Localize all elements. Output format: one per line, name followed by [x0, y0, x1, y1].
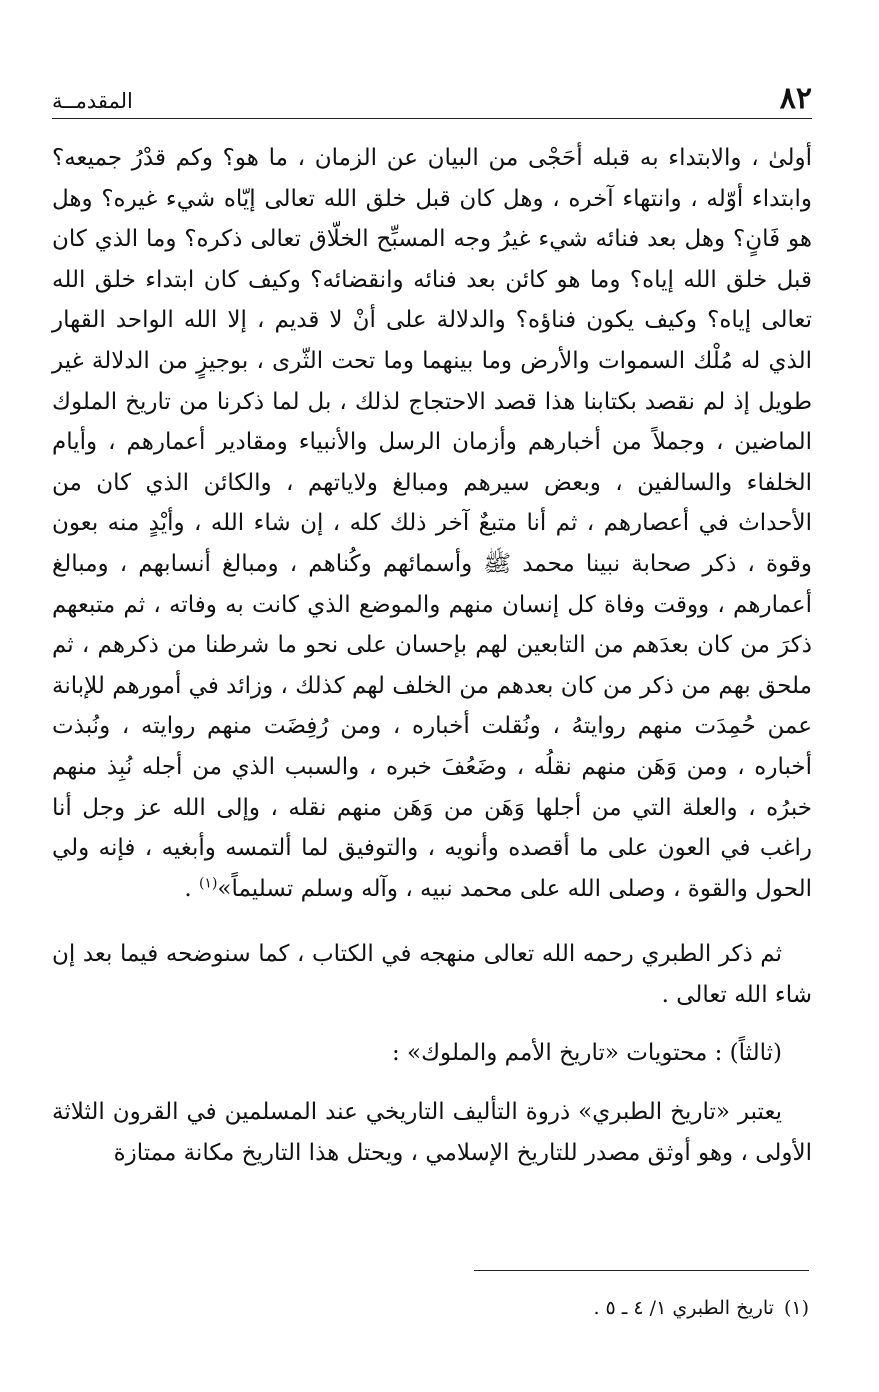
paragraph-tabari-history: يعتبر «تاريخ الطبري» ذروة التأليف التاريخي عند المسلمين في القرون الثلاثة الأولى ، وهو أوثق مصدر للتاريخ الإسلامي ، ويحتل هذا التاريخ مكانة ممتازة — [52, 1099, 812, 1166]
quoted-passage-end: . — [184, 875, 199, 902]
section-title: المقدمــة — [52, 89, 133, 113]
footnote-reference: (١) — [198, 875, 218, 892]
footnote — [109, 1294, 809, 1322]
footnote-text: تاريخ الطبري ١/ ٤ ـ ٥ . — [593, 1297, 774, 1319]
body-text — [52, 138, 812, 1173]
running-header — [52, 78, 812, 119]
page-number: ٨٢ — [779, 81, 812, 116]
quoted-passage — [52, 138, 812, 909]
paragraph-methodology: ثم ذكر الطبري رحمه الله تعالى منهجه في الكتاب ، كما سنوضحه فيما بعد إن شاء الله تعالى . — [52, 941, 812, 1008]
subheading-contents: (ثالثاً) : محتويات «تاريخ الأمم والملوك» : — [391, 1040, 782, 1067]
footnote-marker: (١) — [783, 1297, 809, 1319]
footnote-divider — [474, 1270, 809, 1271]
quoted-passage-text: أولىٰ ، والابتداء به قبله أحَجْى من البيان عن الزمان ، ما هو؟ وكم قدْرُ جميعه؟ وابتداء أوّله ، وانتهاء آخره ، وهل كان قبل خلق الله تعالى إيّاه شيء غيره؟ وهل هو فَانٍ؟ وهل بعد فنائه شيء غيرُ وجه المسبِّح الخلّاق تعالى ذكره؟ وما الذي كان قبل خلق الله إياه؟ وما هو كائن بعد فنائه وانقضائه؟ وكيف كان ابتداء خلق الله تعالى إياه؟ وكيف يكون فناؤه؟ والدلالة على أنْ لا قديم ، إلا الله الواحد القهار الذي له مُلْك السموات والأرض وما بينهما وما تحت الثّرى ، بوجيزٍ من الدلالة غير طويل إذ لم نقصد بكتابنا هذا قصد الاحتجاج لذلك ، بل لما ذكرنا من تاريخ الملوك الماضين ، وجملاً من أخبارهم وأزمان الرسل والأنبياء ومقادير أعمارهم ، وأيام الخلفاء والسالفين ، وبعض سيرهم ومبالغ ولاياتهم ، والكائن الذي كان من الأحداث في أعصارهم ، ثم أنا متبعٌ آخر ذلك كله ، إن شاء الله ، وأيْدٍ منه بعون وقوة ، ذكر صحابة نبينا محمد ﷺ وأسمائهم وكُناهم ، ومبالغ أنسابهم ، ومبالغ أعمارهم ، ووقت وفاة كل إنسان منهم والموضع الذي كانت به وفاته ، ثم متبعهم ذكرَ من كان بعدَهم من التابعين لهم بإحسان على نحو ما شرطنا من ذكرهم ، ثم ملحق بهم من ذكر من كان بعدهم من الخلف لهم كذلك ، وزائد في أمورهم للإبانة عمن حُمِدَت منهم روايتهُ ، ونُقلت أخباره ، ومن رُفِضَت منهم روايته ، ونُبذت أخباره ، ومن وَهَن منهم نقلُه ، وضَعُفَ خبره ، والسبب الذي من أجله نُبِذ منهم خبرُه ، والعلة التي من أجلها وَهَن من وَهَن منهم نقله ، وإلى الله عز وجل أنا راغب في العون على ما أقصده وأنويه ، والتوفيق لما ألتمسه وأبغيه ، فإنه ولي الحول والقوة ، وصلى الله على محمد نبيه ، وآله وسلم تسليماً» — [52, 145, 813, 902]
